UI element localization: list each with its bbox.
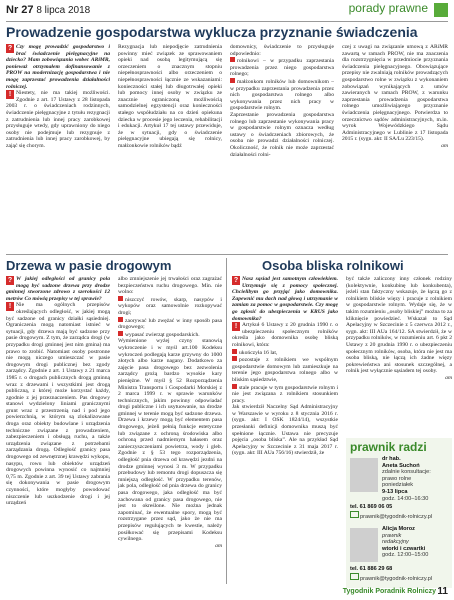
- article-2-item-1: niszczyć rowów, skarp, nasypów i wykopów oraz samowolnie rozkopywać drogi;: [118, 296, 222, 316]
- answer-icon: !: [6, 90, 14, 99]
- bullet-icon: [232, 349, 237, 354]
- lawyer-2-info: Alicja Moroz prawnik redakcyjny wtorki i czwartki godz. 12:00–15:00: [382, 526, 450, 559]
- article-1-col-3: [230, 44, 334, 254]
- issue-date: 8 lipca 2018: [36, 5, 91, 16]
- article-1-item-1: rolnikowi – w przypadku zaprzestania prowadzenia przez niego gospodarstwa rolnego;: [230, 58, 334, 78]
- article-1-body-3: domownicy, świadczenie to przysługuje odpowiednio:: [230, 44, 334, 57]
- header-divider: [6, 21, 448, 22]
- question-icon: ?: [7, 45, 13, 52]
- article-1-body-4: czej z uwagi na związanie umową z ARiMR zawartą w ramach PROW, nie ma znaczenia dla rozstrzygnięcia w przedmiocie przyznania świadczenia pielęgnacyjnego. Obowiązujące przepisy nie zwalniają rolników prowadzących gospodarstwo rolne w związku z wykonaniem zobowiązań wynikających z umów zawieranych w ramach PROW, z warunku zaprzestania prowadzenia gospodarstwa rolnego umożliwiającego przyznanie świadczenia pielęgnacyjnego. Potwierdza to orzecznictwo sądów administracyjnych, m.in. wyrok Wojewódzkiego Sądu Administracyjnego w Lublinie z 17 listopada 2015 r. (sygn. akt: II SA/Lu 223/15).: [342, 44, 448, 143]
- bullet-icon: [230, 78, 235, 83]
- bullet-icon: [118, 296, 123, 301]
- lawyer-sidebar: [346, 438, 452, 588]
- article-3-signature: am: [445, 374, 452, 381]
- article-3-lead: Nasz sąsiad jest samotnym człowiekiem. Utrzymuje się z pomocy społecznej. Chcielibym go przyjąć jako domownika. Zapewnić mu dach nad głową i utrzymanie w zamian za pomoc w gospodarstwie. Czy mogę go zgłosić do ubezpieczenia w KRUS jako domownika?: [232, 276, 338, 322]
- article-1-body-1: Niestety, nie ma takiej możliwości. Zgodnie z art. 17 Ustawy z 28 listopada 2003 r. o świadczeniach rodzinnych, świadczenie pielęgnacyjne z tytułu rezygnacji z zatrudnienia lub innej pracy zarobkowej przysługuje wtedy, gdy uprawniony do niego osoby nie podejmuje lub rezygnuje z zatrudnienia lub innej pracy zarobkowej, by zająć się chorym.: [6, 90, 110, 149]
- bullet-icon: [118, 317, 123, 322]
- article-2-body-1: Nie ma ogólnych przepisów określających odległość, w jakiej mogą być sadzone od granicy działki sąsiedniej. Ograniczenia mogą natomiast istnieć w sytuacji, gdy drzewa mają być sadzone przy pasie drogowym. Z tym, że zarządca drogi (w przypadku drogi gminnej jest nim gmina) ma prawo to zrobić. Natomiast osoby postronne nie mogą niczego umieszczać w pasie drogowym drogi publicznej bez zgody zarządcy. Zgodnie z art. 1 Ustawy z 21 marca 1985 r. o drogach publicznych drogą gminną wraz z drzewami i wszystkimi jest drogą publiczną, z której może korzystać każdy, zgodnie z jej przeznaczeniem. Pas drogowy stanowi wydzielony liniami granicznymi grunt wraz z przestrzenią nad i pod jego powierzchnią, w którym są zlokalizowane droga oraz obiekty budowlane i urządzenia techniczne związane z prowadzeniem, zabezpieczeniem i obsługą ruchu, a także urządzenia związane z potrzebami zarządzania drogą. Odległość granicy pasa drogowego od zewnętrznej krawędzi wykopu, nasypu, rowu lub obiektów urządzeń drogowych powinna wynosić co najmniej 0,75 m. Zgodnie z art. 39 tej Ustawy zabrania się dokonywania w pasie drogowym czynności, które mogłyby powodować niszczenie lub uszkodzenie drogi i jej urządzeń: [6, 302, 110, 507]
- article-2-col-2: [118, 276, 222, 584]
- lawyer-2-contact: [350, 566, 450, 582]
- issue-info: [6, 4, 90, 16]
- article-2-col-1: [6, 276, 110, 584]
- article-3-col-2: [346, 276, 452, 434]
- article-2-item-2: zaorywać lub zwężać w inny sposób pasa drogowego;: [118, 317, 222, 331]
- article-2-lead: W jakiej odległości od granicy pola mogą być sadzone drzewa przy drodze gminnej stworzone zdrowo z szerokości 12 metrów Co mówią przepisy w tej sprawie?: [6, 276, 110, 302]
- lawyer-1-info: dr hab. Aneta Suchoń zdalnie konsultacje: prawo rolne poniedziałek 9-13 lipca godz. 14:00–16:30: [382, 456, 450, 502]
- article-1-lead: Czy mogę prowadzić gospodarstwo i brać świadczenie pielęgnacyjne na dziecko? Mam zobowiązania wobec ARiMR, ponieważ otrzymałem dofinansowanie z PROW na modernizację gospodarstwa i nie mogę zaprzestać prowadzenia działalności rolniczej.: [6, 44, 110, 90]
- lawyer-1-email[interactable]: prawnik@tygodnik-rolniczy.pl: [360, 513, 433, 520]
- article-3-body-1: Artykuł 6 Ustawy z 20 grudnia 1990 r. o ubezpieczeniu społecznym rolników określa jako domownika osobę bliską rolnikowi, która:: [232, 322, 338, 348]
- publication-logo: Tygodnik Poradnik Rolniczy: [342, 588, 436, 595]
- question-icon: ?: [7, 277, 13, 284]
- article-divider: [6, 254, 448, 255]
- bullet-icon: [232, 384, 237, 389]
- article-3-col-1: [232, 276, 338, 584]
- avatar: [350, 458, 378, 492]
- article-3-item-2: pozostaje z rolnikiem we wspólnym gospodarstwie domowym lub zamieszkuje na terenie jego gospodarstwa rolnego albo w bliskim sąsiedztwie,: [232, 357, 338, 383]
- page-footer: [0, 586, 454, 600]
- lawyer-1-phone[interactable]: tel. 61 869 06 05: [350, 504, 393, 510]
- lawyer-2-phone[interactable]: tel. 61 886 29 68: [350, 566, 393, 572]
- article-1-item-2: małżonkom rolników lub domownikom – w przypadku zaprzestania prowadzenia przez nich gospodarstwa rolnego albo wykonywania przez nich pracy w gospodarstwie rolnym.: [230, 78, 334, 112]
- issue-number: Nr 27: [6, 4, 34, 16]
- section-square-icon: [434, 3, 448, 17]
- answer-icon: !: [6, 302, 14, 311]
- lawyer-1-name: Aneta Suchoń: [382, 462, 420, 469]
- article-2-item-3: wypasać zwierząt gospodarskich.: [125, 331, 200, 338]
- mail-icon: [350, 573, 359, 580]
- section-label: porady prawne: [348, 1, 428, 15]
- article-3-body-2: być także zaliczony inny członek rodziny (kolektywnie, konkubinę lub konkubenta), jeżeli stan faktyczny wskazuje, że łączą go z rolnikiem bliskie więzy i pracuje z rolnikiem w gospodarstwie rolnym. Wydaje się, że w takim rozumieniu „osoby bliskiej” można to za kliknięcie powiedzieć. Wskazał to Sąd Apelacyjny w Szczecinie z 5 czerwca 2012 r., sygn. akt: III AUa 164/12. SA stwierdził, że w przypadku rolników, w rozumieniu art. 6 pkt 2 Ustawy z 20 grudnia 1990 r. o ubezpieczeniu społecznym rolników, osoba, która nie jest ma osoba bliską, nie łączą ich żadne więzy pokrewieństwa ani stosunek szczególnej, a rolnik jest wyłącznie sąsiadem tej osoby.: [346, 276, 452, 375]
- article-1-col-4: [342, 44, 448, 254]
- article-1-signature: am: [441, 142, 448, 149]
- bullet-icon: [232, 356, 237, 361]
- article-1-col-1: [6, 44, 110, 254]
- lawyer-2-email[interactable]: prawnik@tygodnik-rolniczy.pl: [360, 575, 433, 582]
- sidebar-title: prawnik radzi: [350, 440, 427, 454]
- page-header: [0, 0, 454, 20]
- lawyer-1-contact: [350, 504, 450, 520]
- avatar: [350, 528, 378, 562]
- column-divider: [226, 258, 227, 584]
- article-1-body-2: Rezygnacja lub niepodjęcie zatrudnienia powinny mieć związek ze sprawowaniem opieki nad osobą legitymującą się orzeczeniem o znacznym stopniu niepełnosprawności albo orzeczeniem o niepełnosprawności łącznie ze wskazaniami: konieczności stałej lub długotrwałej opieki lub pomocy innej osoby w związku ze znacznie ograniczoną możliwością samodzielnej egzystencji oraz konieczności stałego współudziału na co dzień opiekuna dziecka w procesie jego leczenia, rehabilitacji i edukacji. Artykuł 17 tej ustawy przewiduje, że w sytuacji, gdy o świadczenie pielęgnacyjne ubiegają się rolnicy, małżonkowie rolników bądź: [118, 44, 222, 149]
- bullet-icon: [118, 331, 123, 336]
- article-2-body-2b: Wymienione wyżej czyny stanowią wykroczenie i w myśl art.100 Kodeksu wykroczeń podlegają karze grzywny do 1000 złotych albo karze nagany. Dodatkowo za zajęcie pasa drogowego bez zezwolenia zarządcy grożą bardzo wysokie kary pieniężne. W myśl § 52 Rozporządzenia Ministra Transportu i Gospodarki Morskiej z 2 marca 1999 r. w sprawie warunków technicznych, jakim powinny odpowiadać drogi publiczne i ich usytuowanie, na drodze gminnej w terenie mogą być sadzone drzewa. Drzewa i krzewy mogą być elementem pasa drogowego, jeżeli pełnią funkcje estetyczne lub związane z ochroną środowiska albo ochroną przed nadmiernym hałasem oraz zanieczyszczeniami powietrza, wody i gleb. Zgodnie z § 53 tego rozporządzenia, odległość pnia drzewa od krawędzi jezdni na drodze gminnej wynosi 3 m. W przypadku przebudowy lub remontu drogi dopuszcza się mniejszą odległość. W przypadku terenów, jak pola, odległość od pnia drzewa do granicy pasa drogowego, jaka odległość ma być zachowana od granicy pasa drogowego, nie jest to określone. Nie można jednak zapominać, że ewentualne spory, mogą być rozstrzygane przez sąd, jako że nie ma przepisów regulujących te kwestie, należy posiłkować się przepisami Kodeksu cywilnego.: [118, 338, 222, 543]
- page-number: 11: [437, 586, 448, 597]
- article-3-item-3: stale pracuje w tym gospodarstwie rolnym i nie jest związana z rolnikiem stosunkiem pracy.: [232, 384, 338, 404]
- article-2-title: Drzewa w pasie drogowym: [6, 258, 172, 273]
- article-1-title: Prowadzenie gospodarstwa wyklucza przyznanie świadczenia: [6, 24, 418, 40]
- article-1-body-3b: Zaprzestanie prowadzenia gospodarstwa rolnego lub zaprzestanie wykonywania pracy w gospodarstwie rolnym oznacza według ustawy o świadczeniach zbiorowych, że osoba nie prowadzi działalności rolniczej. Okoliczność, że rolnik nie może zaprzestać działalności rolni-: [230, 111, 334, 158]
- article-1-col-2: [118, 44, 222, 254]
- question-icon: ?: [233, 277, 239, 284]
- mail-icon: [350, 511, 359, 518]
- lawyer-2-name: Alicja Moroz: [382, 526, 415, 532]
- answer-icon: !: [232, 322, 240, 331]
- article-2-signature: am: [215, 542, 222, 549]
- article-3-item-1: ukończyła 16 lat,: [239, 349, 278, 356]
- article-3-body-1b: Jak stwierdził Naczelny Sąd Administracyjny w Warszawie w wyroku z 8 stycznia 2016 r. (sygn. akt: I OSK 1824/14), wszystkie przesłanki definicji domownika muszą być spełnione łącznie. Ustawa nie precyzuje pojęcia „osoba bliska”. Ale na przykład Sąd Apelacyjny w Szczecinie z 31 maja 2017 r. (sygn. akt: III AUa 756/16) stwierdził, że: [232, 404, 338, 457]
- article-3-title: Osoba bliska rolnikowi: [262, 258, 404, 273]
- bullet-icon: [230, 57, 235, 62]
- article-2-body-2: albo zmniejszenie jej trwałości oraz zagrażać bezpieczeństwu ruchu drogowego. Min. nie wolno:: [118, 276, 222, 296]
